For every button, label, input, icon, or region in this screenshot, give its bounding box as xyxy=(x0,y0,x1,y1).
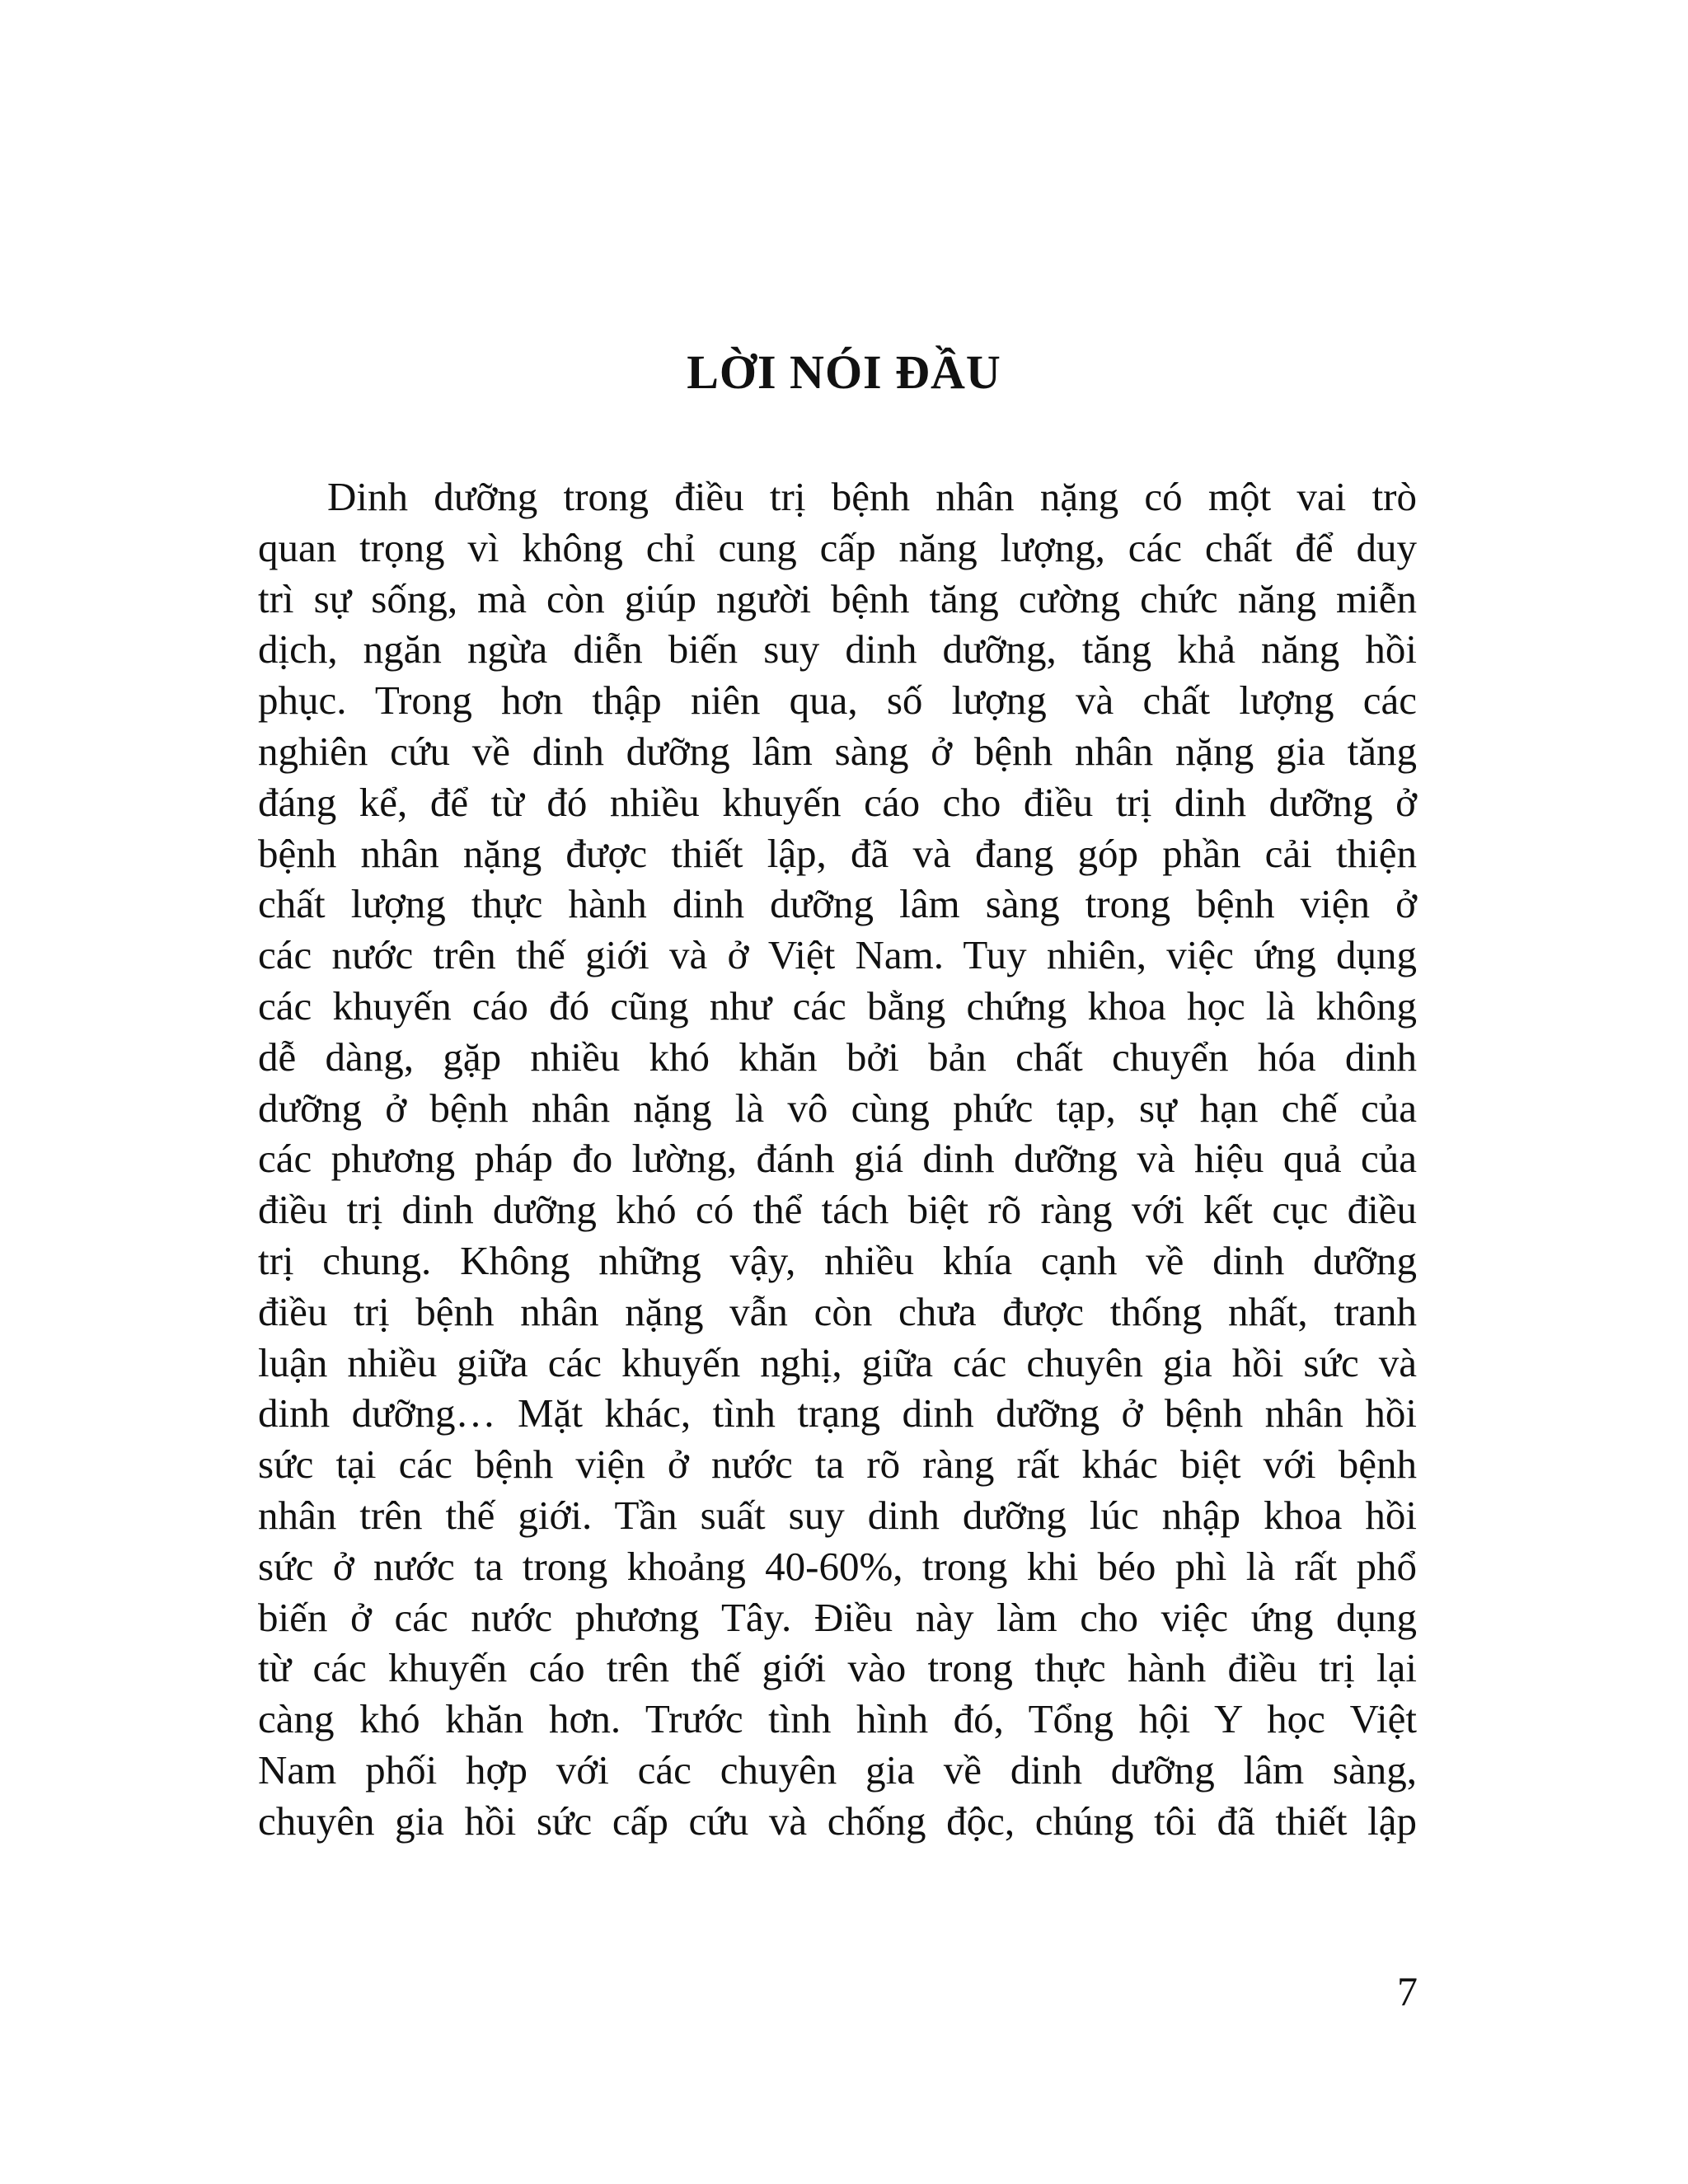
body-line: chuyên gia hồi sức cấp cứu và chống độc, chúng tôi đã thiết lập xyxy=(258,1797,1417,1844)
body-line: luận nhiều giữa các khuyến nghị, giữa các chuyên gia hồi sức và xyxy=(258,1339,1417,1385)
body-line: sức ở nước ta trong khoảng 40-60%, trong khi béo phì là rất phổ xyxy=(258,1543,1417,1589)
body-line: trì sự sống, mà còn giúp người bệnh tăng cường chức năng miễn xyxy=(258,575,1417,621)
page-number: 7 xyxy=(1397,1968,1418,2014)
body-line: càng khó khăn hơn. Trước tình hình đó, Tổng hội Y học Việt xyxy=(258,1696,1417,1742)
body-line: điều trị bệnh nhân nặng vẫn còn chưa được thống nhất, tranh xyxy=(258,1288,1417,1334)
page-title: LỜI NÓI ĐẦU xyxy=(687,345,1001,399)
body-line: dưỡng ở bệnh nhân nặng là vô cùng phức tạp, sự hạn chế của xyxy=(258,1085,1417,1131)
body-line: trị chung. Không những vậy, nhiều khía cạnh về dinh dưỡng xyxy=(258,1237,1417,1283)
body-line: các nước trên thế giới và ở Việt Nam. Tuy nhiên, việc ứng dụng xyxy=(258,932,1417,978)
body-line: chất lượng thực hành dinh dưỡng lâm sàng trong bệnh viện ở xyxy=(258,881,1417,927)
body-line: dinh dưỡng… Mặt khác, tình trạng dinh dưỡng ở bệnh nhân hồi xyxy=(258,1390,1417,1436)
body-line: dịch, ngăn ngừa diễn biến suy dinh dưỡng, tăng khả năng hồi xyxy=(258,626,1417,673)
preface-body xyxy=(258,471,1417,1847)
body-line: Dinh dưỡng trong điều trị bệnh nhân nặng có một vai trò xyxy=(327,474,1417,519)
body-line: quan trọng vì không chỉ cung cấp năng lượng, các chất để duy xyxy=(258,524,1417,570)
body-line: phục. Trong hơn thập niên qua, số lượng và chất lượng các xyxy=(258,677,1417,724)
body-line: các khuyến cáo đó cũng như các bằng chứng khoa học là không xyxy=(258,982,1417,1029)
body-line: sức tại các bệnh viện ở nước ta rõ ràng rất khác biệt với bệnh xyxy=(258,1441,1417,1488)
body-line: dễ dàng, gặp nhiều khó khăn bởi bản chất chuyển hóa dinh xyxy=(258,1033,1417,1080)
body-line: điều trị dinh dưỡng khó có thể tách biệt rõ ràng với kết cục điều xyxy=(258,1187,1417,1233)
body-line: biến ở các nước phương Tây. Điều này làm cho việc ứng dụng xyxy=(258,1594,1417,1640)
body-line: Nam phối hợp với các chuyên gia về dinh dưỡng lâm sàng, xyxy=(258,1746,1417,1793)
body-line: đáng kể, để từ đó nhiều khuyến cáo cho điều trị dinh dưỡng ở xyxy=(258,779,1417,825)
body-line: từ các khuyến cáo trên thế giới vào trong thực hành điều trị lại xyxy=(258,1645,1417,1691)
body-line: nhân trên thế giới. Tần suất suy dinh dưỡng lúc nhập khoa hồi xyxy=(258,1492,1417,1538)
body-line: bệnh nhân nặng được thiết lập, đã và đang góp phần cải thiện xyxy=(258,830,1417,876)
body-line: nghiên cứu về dinh dưỡng lâm sàng ở bệnh nhân nặng gia tăng xyxy=(258,728,1417,774)
body-line: các phương pháp đo lường, đánh giá dinh dưỡng và hiệu quả của xyxy=(258,1136,1417,1182)
